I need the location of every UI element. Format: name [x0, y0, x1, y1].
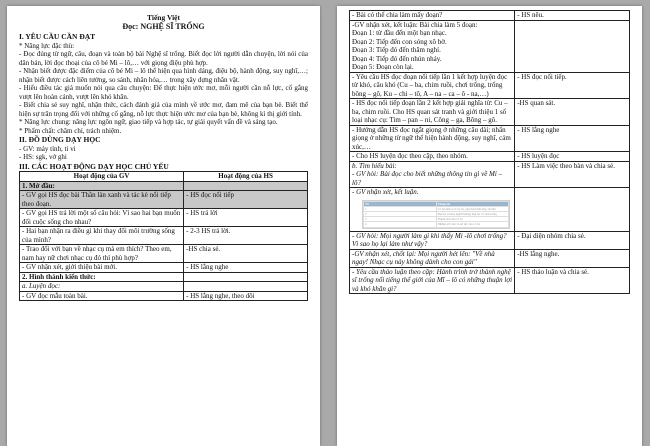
- subject-title: Tiếng Việt: [147, 13, 180, 22]
- table-row: [20, 291, 308, 301]
- subheading-comprehension: b. Tìm hiểu bài:: [352, 161, 397, 170]
- table-cell-hs: - HS trả lời: [184, 209, 308, 227]
- table-cell-gv: - GV gọi HS trả lời một số câu hỏi: Vì sao hai bạn muốn đổi cuộc sống cho nhau?: [20, 209, 184, 227]
- section-heading-equipment: II. ĐỒ DÙNG DẠY HỌC: [19, 135, 101, 144]
- table-row: [350, 20, 630, 72]
- table-cell-gv: a. Luyện đọc:: [20, 282, 184, 292]
- table-cell-hs: - Đại diện nhóm chia sẻ.: [515, 231, 630, 249]
- document-page-1: [7, 6, 320, 446]
- table-row: [20, 209, 308, 227]
- goal-line: - Hiểu điều tác giả muốn nói qua câu chuyện: Để thực hiện ước mơ, mỗi người cần nỗ lực, cố gắng vượt lên hoàn cảnh, vượt lên khó khăn.: [19, 84, 308, 101]
- table-cell-gv: - Yêu cầu HS đọc đoạn nối tiếp lần 1 kết hợp luyện đọc từ khó, câu khó (Cu – ba, chim ruồi, chơi trống, trống bông – gô, Ku – chi – tô, A – na – ca – ô - na,…): [350, 72, 515, 99]
- table-row: [350, 188, 630, 232]
- table-cell-gv: - Bài có thể chia làm mấy đoạn?: [350, 11, 515, 21]
- table-cell-gv: - GV gọi HS đọc bài Thần làn xanh và tác kè nối tiếp theo đoạn.: [20, 191, 184, 209]
- table-cell-hs: - HS đọc nối tiếp.: [515, 72, 630, 99]
- table-cell-hs: - 2-3 HS trả lời.: [184, 227, 308, 245]
- table-cell-hs: [184, 272, 308, 282]
- table-cell-hs: [184, 282, 308, 292]
- mini-table-row: 2 Bạn bè và mọi người không ủng hộ cô chơi trống: [364, 211, 509, 216]
- goal-line: * Phẩm chất: chăm chỉ, trách nhiệm.: [19, 126, 122, 135]
- paragraph-division: Đoạn 1: từ đầu đến một bạn nhạc.: [352, 29, 447, 37]
- table-row: [20, 263, 308, 273]
- table-row: [20, 282, 308, 292]
- table-cell-hs: -HS lắng nghe.: [515, 249, 630, 267]
- goal-line: - Biết chia sẻ suy nghĩ, nhận thức, cách đánh giá của mình về ước mơ, đam mê của bạn bè. Biết thể hiện sự trân trọng đối với những cố gắng, nỗ lực thực hiện ước mơ của bạn bè, không kì thị giới tính.: [19, 101, 308, 118]
- table-cell-hs: [515, 188, 630, 232]
- paragraph-division: Đoạn 2: Tiếp đến con sóng xô bờ.: [352, 37, 447, 46]
- section-heading-activities: III. CÁC HOẠT ĐỘNG DẠY HỌC CHỦ YẾU: [19, 161, 169, 171]
- paragraph-division: Đoạn 5: Đoạn còn lại.: [352, 63, 414, 71]
- table-row: [350, 249, 630, 267]
- goal-line: - Nhận biết được đặc điểm của cô bé Mi – lô thể hiện qua hình dáng, điệu bộ, hành động, suy nghĩ,…; nhận biết được cách liên tưởng, so sánh, nhân hóa,… trong xây dựng nhân vật.: [19, 67, 308, 84]
- table-cell-hs: - HS nêu.: [515, 11, 630, 21]
- table-cell-hs: -HS quan sát.: [515, 99, 630, 126]
- conclusion-text: - GV nhận xét, kết luận.: [352, 188, 419, 196]
- table-cell-gv: 1. Mở đầu:: [20, 181, 184, 191]
- table-cell-gv: - GV nhận xét, giới thiệu bài mới.: [20, 263, 184, 273]
- table-cell-gv: [350, 161, 515, 188]
- table-cell-gv: [350, 188, 515, 232]
- table-cell-gv: - Trao đổi với bạn về nhạc cụ mà em thích? Theo em, nam hay nữ chơi nhạc cụ đó thì phù hợp?: [20, 245, 184, 263]
- table-row: [350, 267, 630, 294]
- table-row: [20, 191, 308, 209]
- goal-line: * Năng lực đặc thù:: [19, 41, 75, 50]
- table-header: Hoạt động của HS: [184, 172, 308, 182]
- paragraph-division-intro: -GV nhận xét, kết luận: Bài chia làm 5 đoạn:: [352, 20, 478, 29]
- mini-table-row: 4 Những ước mơ và nỗ lực của cô bé: [364, 222, 509, 227]
- table-cell-hs: - HS lắng nghe, theo dõi: [184, 291, 308, 301]
- table-cell-hs: - HS lắng nghe: [515, 125, 630, 152]
- goal-line: - Đọc đúng từ ngữ, câu, đoạn và toàn bộ bài Nghệ sĩ trống. Biết đọc lời người dẫn chuyện, lời nói của dân bản, lời đọc thoại của cô bé Mi – lô,… với giọng điệu phù hợp.: [19, 50, 308, 67]
- question-text: - GV hỏi: Bài đọc cho biết những thông tin gì về Mi – lô?: [352, 170, 503, 187]
- table-row: [20, 272, 308, 282]
- table-cell-gv: - Yêu cầu thảo luận theo cặp: Hành trình trở thành nghệ sĩ trống nổi tiếng thế giới của Mĩ – lô có những thuận lợi và khó khăn gì?: [350, 267, 515, 294]
- table-cell-gv: - GV đọc mẫu toàn bài.: [20, 291, 184, 301]
- table-row: [350, 152, 630, 162]
- table-cell-hs: -HS chia sẻ.: [184, 245, 308, 263]
- table-cell-hs: - HS Làm việc theo bàn và chia sẻ.: [515, 161, 630, 188]
- mini-table-row: 3 Thành tích của cô bé: [364, 217, 509, 222]
- table-cell-gv: 2. Hình thành kiến thức:: [20, 272, 184, 282]
- table-cell-gv: - Cho HS luyện đọc theo cặp, theo nhóm.: [350, 152, 515, 162]
- table-cell-hs: - HS lắng nghe: [184, 263, 308, 273]
- mini-table-header: Thông tin: [436, 201, 509, 206]
- section-heading-goals: I. YÊU CẦU CẦN ĐẠT: [19, 32, 96, 41]
- table-cell-gv: - HS đọc nối tiếp đoạn lần 2 kết hợp giải nghĩa từ: Cu – ba, chim ruồi. Cho HS quan sát tranh và giới thiệu 1 số loại nhạc cụ: Tim – pan – ni, Công – ga, Bông – gô.: [350, 99, 515, 126]
- activities-table-continued: [349, 10, 630, 294]
- mini-table-row: 1 Cô bé sinh ra ở Cu-ba, yêu thích âm nhạc từ nhỏ: [364, 206, 509, 211]
- table-cell-gv: -GV nhận xét, chốt lại: Mọi người hét lên: "Về nhà ngay! Nhạc cụ này không dành cho con gái": [350, 249, 515, 267]
- equipment-line: - HS: sgk, vở ghi: [19, 153, 67, 161]
- embedded-info-table: [362, 200, 510, 229]
- activities-table: [19, 171, 308, 301]
- table-cell-hs: - HS luyện đọc: [515, 152, 630, 162]
- equipment-line: - GV: máy tính, ti vi: [19, 144, 76, 153]
- table-cell-gv: - Hướng dẫn HS đọc ngắt giọng ở những câu dài; nhấn giọng ở những từ ngữ thể hiện hành động, suy nghĩ, cảm xúc,…: [350, 125, 515, 152]
- table-cell-gv: [350, 20, 515, 72]
- table-row: [20, 245, 308, 263]
- lesson-title: Đọc: NGHỆ SĨ TRỐNG: [122, 21, 205, 31]
- table-cell-hs: - HS thảo luận và chia sẻ.: [515, 267, 630, 294]
- mini-table: [363, 201, 509, 228]
- table-row: [350, 72, 630, 99]
- table-row: [20, 181, 308, 191]
- document-page-2: [337, 6, 642, 446]
- paragraph-division: Đoạn 4: Tiếp đó đến nhún nhảy.: [352, 54, 442, 63]
- table-row: [350, 231, 630, 249]
- table-cell-gv: - Hai bạn nhận ra điều gì khi thay đổi môi trường sống của mình?: [20, 227, 184, 245]
- table-row: [350, 11, 630, 21]
- paragraph-division: Đoạn 3: Tiếp đó đến thăm nghỉ.: [352, 46, 441, 54]
- table-cell-gv: - GV hỏi: Mọi người làm gì khi thấy Mi -lô chơi trống? Vì sao họ lại làm như vậy?: [350, 231, 515, 249]
- table-cell-hs: - HS đọc nối tiếp: [184, 191, 308, 209]
- goal-line: * Năng lực chung: năng lực ngôn ngữ, giao tiếp và hợp tác, tự giải quyết vấn đề và sáng tạo.: [19, 118, 278, 126]
- table-row: [350, 99, 630, 126]
- table-row: [350, 125, 630, 152]
- table-cell-hs: [184, 181, 308, 191]
- table-row: [350, 161, 630, 188]
- table-row: [20, 227, 308, 245]
- mini-table-header: TT: [364, 201, 437, 206]
- table-cell-hs: [515, 20, 630, 72]
- table-header: Hoạt động của GV: [20, 172, 184, 182]
